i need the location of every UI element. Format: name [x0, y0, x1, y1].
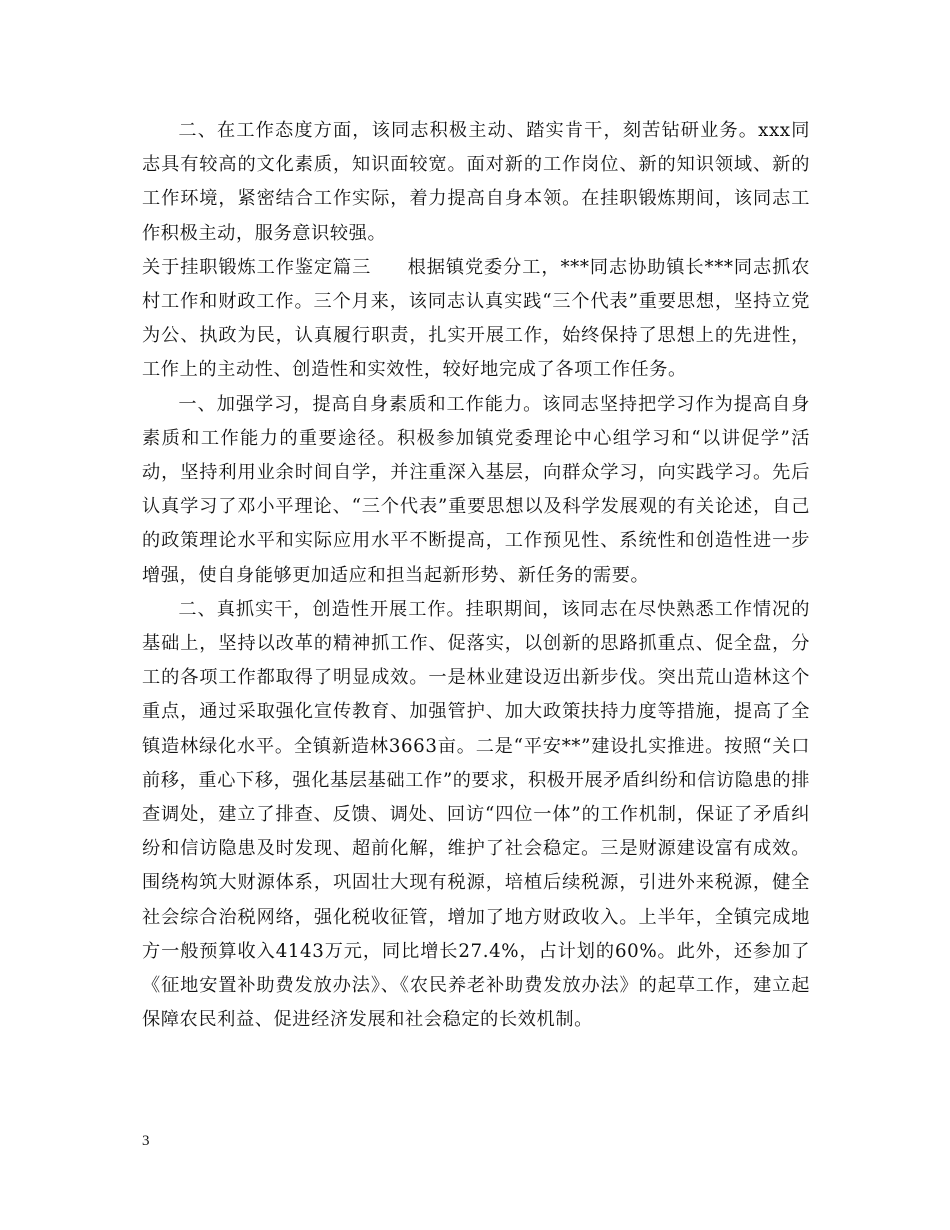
document-body	[142, 114, 810, 1037]
paragraph-section-three	[142, 251, 810, 388]
section-intro-text: 根据镇党委分工，***同志协助镇长***同志抓农村工作和财政工作。三个月来，该同志认真实践“三个代表”重要思想，坚持立党为公、执政为民，认真履行职责，扎实开展工作，始终保持了思想上的先进性，工作上的主动性、创造性和实效性，较好地完成了各项工作任务。	[142, 256, 810, 381]
page-number: 3	[142, 1133, 150, 1149]
paragraph-work-attitude: 二、在工作态度方面，该同志积极主动、踏实肯干，刻苦钻研业务。xxx同志具有较高的文化素质，知识面较宽。面对新的工作岗位、新的知识领域、新的工作环境，紧密结合工作实际，着力提高自身本领。在挂职锻炼期间，该同志工作积极主动，服务意识较强。	[142, 120, 810, 244]
paragraph-practical-work: 二、真抓实干，创造性开展工作。挂职期间，该同志在尽快熟悉工作情况的基础上，坚持以改革的精神抓工作、促落实，以创新的思路抓重点、促全盘，分工的各项工作都取得了明显成效。一是林业建设迈出新步伐。突出荒山造林这个重点，通过采取强化宣传教育、加强管护、加大政策扶持力度等措施，提高了全镇造林绿化水平。全镇新造林3663亩。二是“平安**”建设扎实推进。按照“关口前移，重心下移，强化基层基础工作”的要求，积极开展矛盾纠纷和信访隐患的排查调处，建立了排查、反馈、调处、回访“四位一体”的工作机制，保证了矛盾纠纷和信访隐患及时发现、超前化解，维护了社会稳定。三是财源建设富有成效。围绕构筑大财源体系，巩固壮大现有税源，培植后续税源，引进外来税源，健全社会综合治税网络，强化税收征管，增加了地方财政收入。上半年，全镇完成地方一般预算收入4143万元，同比增长27.4%，占计划的60%。此外，还参加了《征地安置补助费发放办法》、《农民养老补助费发放办法》的起草工作，建立起保障农民利益、促进经济发展和社会稳定的长效机制。	[142, 598, 810, 1031]
section-heading: 关于挂职锻炼工作鉴定篇三	[142, 256, 372, 278]
paragraph-study: 一、加强学习，提高自身素质和工作能力。该同志坚持把学习作为提高自身素质和工作能力的重要途径。积极参加镇党委理论中心组学习和“以讲促学”活动，坚持利用业余时间自学，并注重深入基层，向群众学习，向实践学习。先后认真学习了邓小平理论、“三个代表”重要思想以及科学发展观的有关论述，自己的政策理论水平和实际应用水平不断提高，工作预见性、系统性和创造性进一步增强，使自身能够更加适应和担当起新形势、新任务的需要。	[142, 393, 810, 586]
